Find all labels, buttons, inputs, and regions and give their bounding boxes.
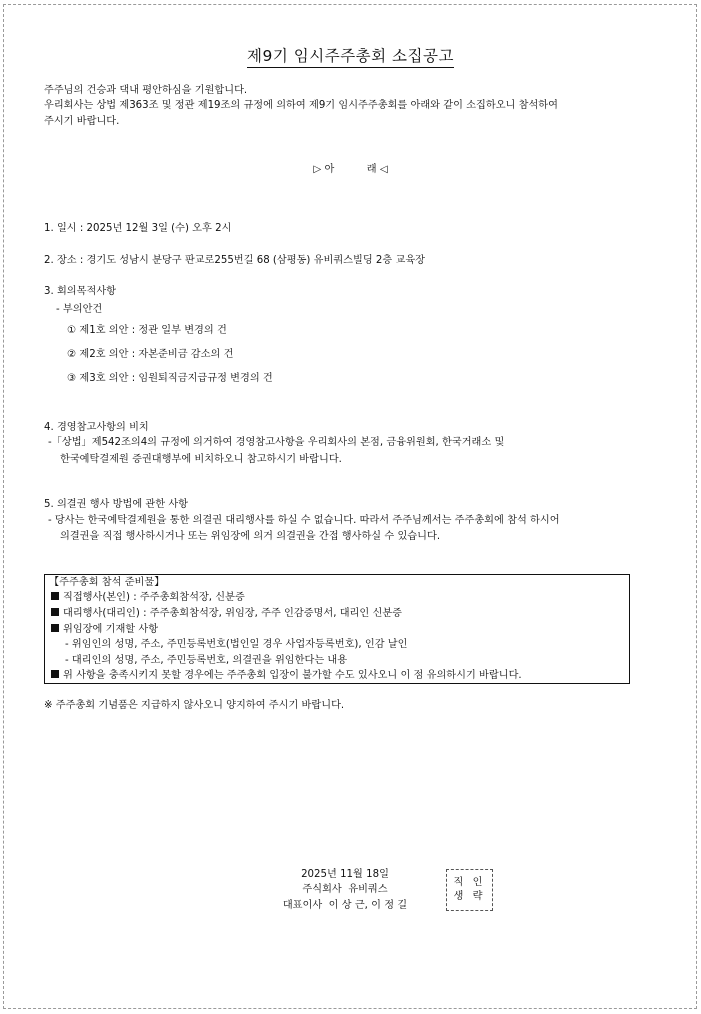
- item-5-line-2: 의결권을 직접 행사하시거나 또는 위임장에 의거 의결권을 간접 행사하실 수 있습니다.: [60, 531, 441, 542]
- box-form-item-2: - 대리인의 성명, 주소, 주민등록번호, 의결권을 위임한다는 내용: [65, 655, 348, 666]
- box-direct: 직접행사(본인) : 주주총회참석장, 신분증: [63, 592, 245, 603]
- agenda-item-3: ③ 제3호 의안 : 임원퇴직금지급규정 변경의 건: [67, 373, 273, 384]
- item-5-heading: 5. 의결권 행사 방법에 관한 사항: [44, 499, 189, 510]
- item-3-heading: 3. 회의목적사항: [44, 286, 117, 297]
- agenda-item-1: ① 제1호 의안 : 정관 일부 변경의 건: [67, 325, 227, 336]
- box-form-item-1: - 위임인의 성명, 주소, 주민등록번호(법인일 경우 사업자등록번호), 인감 날인: [65, 639, 408, 650]
- item-3-subheading: - 부의안건: [56, 304, 103, 315]
- intro-line-1: 우리회사는 상법 제363조 및 정관 제19조의 규정에 의하여 제9기 임시주주총회를 아래와 같이 소집하오니 참석하여: [44, 100, 558, 111]
- box-proxy-form-row: [51, 623, 158, 636]
- square-bullet-icon: [51, 592, 59, 600]
- company-name: 주식회사 유비쿼스: [302, 884, 388, 895]
- item-2-place: 2. 장소 : 경기도 성남시 분당구 판교로255번길 68 (삼평동) 유비쿼스빌딩 2층 교육장: [44, 255, 426, 266]
- notice-date: 2025년 11월 18일: [301, 869, 389, 880]
- item-1-datetime: 1. 일시 : 2025년 12월 3일 (수) 오후 2시: [44, 223, 232, 234]
- ceo-names: 대표이사 이 상 근, 이 정 길: [282, 900, 408, 911]
- box-proxy: 대리행사(대리인) : 주주총회참석장, 위임장, 주주 인감증명서, 대리인 신분증: [63, 608, 402, 619]
- box-caution: 위 사항을 충족시키지 못할 경우에는 주주총회 입장이 불가할 수도 있사오니 이 점 유의하시기 바랍니다.: [63, 670, 522, 681]
- box-caution-row: [51, 669, 522, 682]
- box-proxy-row: [51, 607, 402, 620]
- greeting-text: 주주님의 건승과 댁내 평안하심을 기원합니다.: [44, 85, 248, 96]
- intro-line-2: 주시기 바랍니다.: [44, 116, 120, 127]
- item-4-line-2: 한국예탁결제원 증권대행부에 비치하오니 참고하시기 바랍니다.: [60, 454, 342, 465]
- seal-line-2: 생 략: [453, 891, 486, 902]
- square-bullet-icon: [51, 608, 59, 616]
- box-heading: 【주주총회 참석 준비물】: [49, 577, 165, 588]
- item-5-line-1: - 당사는 한국예탁결제원을 통한 의결권 대리행사를 하실 수 없습니다. 따라서 주주님께서는 주주총회에 참석 하시어: [48, 515, 560, 526]
- square-bullet-icon: [51, 624, 59, 632]
- agenda-item-2: ② 제2호 의안 : 자본준비금 감소의 건: [67, 349, 234, 360]
- below-heading: ▷ 아 래 ◁: [313, 164, 388, 175]
- seal-line-1: 직 인: [453, 877, 486, 888]
- seal-omitted-stamp: [446, 869, 493, 911]
- item-4-heading: 4. 경영참고사항의 비치: [44, 422, 149, 433]
- souvenir-note: ※ 주주총회 기념품은 지급하지 않사오니 양지하여 주시기 바랍니다.: [44, 700, 345, 711]
- preparation-box: [44, 574, 630, 684]
- item-4-line-1: -「상법」제542조의4의 규정에 의거하여 경영참고사항을 우리회사의 본점, 금융위원회, 한국거래소 및: [48, 437, 505, 448]
- box-direct-row: [51, 591, 245, 604]
- square-bullet-icon: [51, 670, 59, 678]
- title-container: [0, 44, 701, 68]
- document-title: 제9기 임시주주총회 소집공고: [247, 44, 454, 68]
- box-proxy-form: 위임장에 기재할 사항: [63, 624, 159, 635]
